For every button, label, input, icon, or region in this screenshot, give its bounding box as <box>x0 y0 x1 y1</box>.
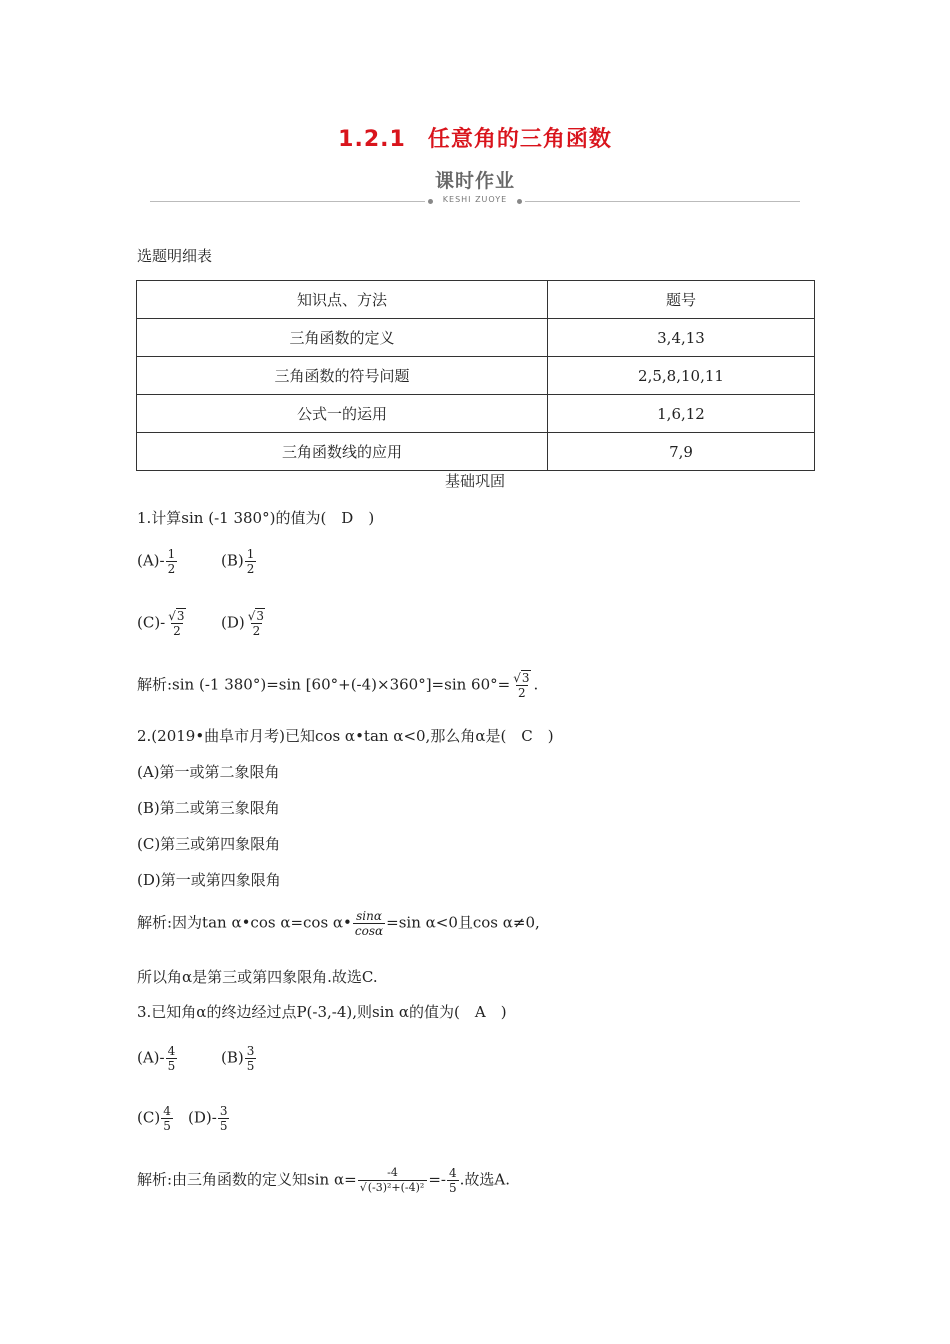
numerator: 4 <box>163 1104 171 1118</box>
table-cell-numbers: 7,9 <box>548 433 815 471</box>
table-row <box>137 319 815 357</box>
numerator: √3 <box>247 609 265 623</box>
table-header-topic: 知识点、方法 <box>137 281 548 319</box>
analysis-text-end: .故选A. <box>459 1170 510 1189</box>
analysis-text-end: =sin α<0且cos α≠0, <box>386 913 540 932</box>
q2-conclusion: 所以角α是第三或第四象限角.故选C. <box>137 968 378 986</box>
q3-option-a <box>137 1044 178 1073</box>
banner-title: 课时作业 <box>434 170 515 192</box>
option-label: (C)- <box>137 613 166 632</box>
denominator: 2 <box>167 562 176 576</box>
table-cell-topic: 公式一的运用 <box>137 395 548 433</box>
numerator: 1 <box>167 547 176 561</box>
q1-option-c <box>137 609 189 638</box>
table-header-row <box>137 281 815 319</box>
table-cell-numbers: 2,5,8,10,11 <box>548 357 815 395</box>
q2-analysis <box>137 909 540 938</box>
fraction <box>166 547 178 576</box>
analysis-text: 解析:sin (-1 380°)=sin [60°+(-4)×360°]=sin 60°= <box>137 675 511 694</box>
banner-dot-right <box>517 199 522 204</box>
option-label: (C) <box>137 1108 161 1127</box>
denominator: 2 <box>518 686 526 700</box>
numerator: √3 <box>168 609 185 623</box>
denominator: √(-3)²+(-4)² <box>358 1180 428 1195</box>
fraction <box>353 909 385 938</box>
table-cell-numbers: 1,6,12 <box>548 395 815 433</box>
option-label: (B) <box>221 551 244 570</box>
denominator: 2 <box>173 624 181 638</box>
numerator: 4 <box>448 1166 457 1180</box>
analysis-text: 解析:因为tan α•cos α=cos α• <box>137 913 352 932</box>
radicand: 3 <box>521 671 530 685</box>
q2-option-c: (C)第三或第四象限角 <box>137 835 281 853</box>
q2-stem: 2.(2019•曲阜市月考)已知cos α•tan α<0,那么角α是( C ) <box>137 727 554 745</box>
fraction <box>161 1104 173 1133</box>
detail-table <box>136 280 815 471</box>
q1-analysis <box>137 671 538 700</box>
section-title: 任意角的三角函数 <box>427 127 612 152</box>
numerator: 1 <box>246 547 255 561</box>
numerator: -4 <box>387 1166 398 1179</box>
q1-stem: 1.计算sin (-1 380°)的值为( D ) <box>137 509 375 527</box>
denominator: 5 <box>219 1119 228 1133</box>
q2-option-d: (D)第一或第四象限角 <box>137 871 281 889</box>
table-row <box>137 357 815 395</box>
q1-option-b <box>221 547 257 576</box>
table-row <box>137 433 815 471</box>
q3-option-d <box>188 1104 230 1133</box>
numerator: 3 <box>246 1044 255 1058</box>
section-heading: 基础巩固 <box>444 472 505 490</box>
q1-option-a <box>137 547 178 576</box>
q3-analysis <box>137 1166 510 1195</box>
q2-option-a: (A)第一或第二象限角 <box>137 763 280 781</box>
page-title <box>0 122 950 153</box>
numerator: 4 <box>167 1044 176 1058</box>
denominator: 5 <box>448 1181 457 1195</box>
table-caption: 选题明细表 <box>137 247 213 265</box>
table-header-numbers: 题号 <box>548 281 815 319</box>
numerator: √3 <box>513 671 530 685</box>
fraction <box>218 1104 230 1133</box>
denominator: 5 <box>163 1119 171 1133</box>
denominator: 2 <box>252 624 261 638</box>
q2-option-b: (B)第二或第三象限角 <box>137 799 280 817</box>
table-cell-topic: 三角函数线的应用 <box>137 433 548 471</box>
q3-stem: 3.已知角α的终边经过点P(-3,-4),则sin α的值为( A ) <box>137 1003 507 1021</box>
analysis-text: 解析:由三角函数的定义知sin α= <box>137 1170 357 1189</box>
fraction <box>358 1166 428 1195</box>
table-cell-topic: 三角函数的符号问题 <box>137 357 548 395</box>
banner-divider-right <box>525 201 800 202</box>
analysis-text-mid: =- <box>428 1170 446 1189</box>
banner-subtitle: KESHI ZUOYE <box>442 195 508 204</box>
option-label: (D) <box>221 613 245 632</box>
radicand: 3 <box>256 609 265 623</box>
section-number: 1.2.1 <box>338 127 406 152</box>
numerator: sinα <box>356 909 382 923</box>
q3-option-c <box>137 1104 174 1133</box>
numerator: 3 <box>219 1104 228 1118</box>
table-row <box>137 395 815 433</box>
denominator: 2 <box>246 562 255 576</box>
fraction <box>511 671 532 700</box>
radicand: (-3)²+(-4)² <box>367 1181 425 1194</box>
fraction <box>245 1044 257 1073</box>
option-label: (A)- <box>137 551 165 570</box>
option-label: (B) <box>221 1048 244 1067</box>
table-cell-topic: 三角函数的定义 <box>137 319 548 357</box>
denominator: 5 <box>167 1059 176 1073</box>
denominator: cosα <box>354 924 384 938</box>
banner <box>150 166 800 204</box>
option-label: (D)- <box>188 1108 217 1127</box>
radicand: 3 <box>176 609 185 623</box>
q1-option-d <box>221 609 268 638</box>
fraction <box>245 547 257 576</box>
table-cell-numbers: 3,4,13 <box>548 319 815 357</box>
analysis-end: . <box>533 675 539 694</box>
fraction <box>447 1166 459 1195</box>
option-label: (A)- <box>137 1048 165 1067</box>
denominator: 5 <box>246 1059 255 1073</box>
q3-option-b <box>221 1044 257 1073</box>
fraction <box>246 609 267 638</box>
fraction <box>166 609 187 638</box>
fraction <box>166 1044 178 1073</box>
